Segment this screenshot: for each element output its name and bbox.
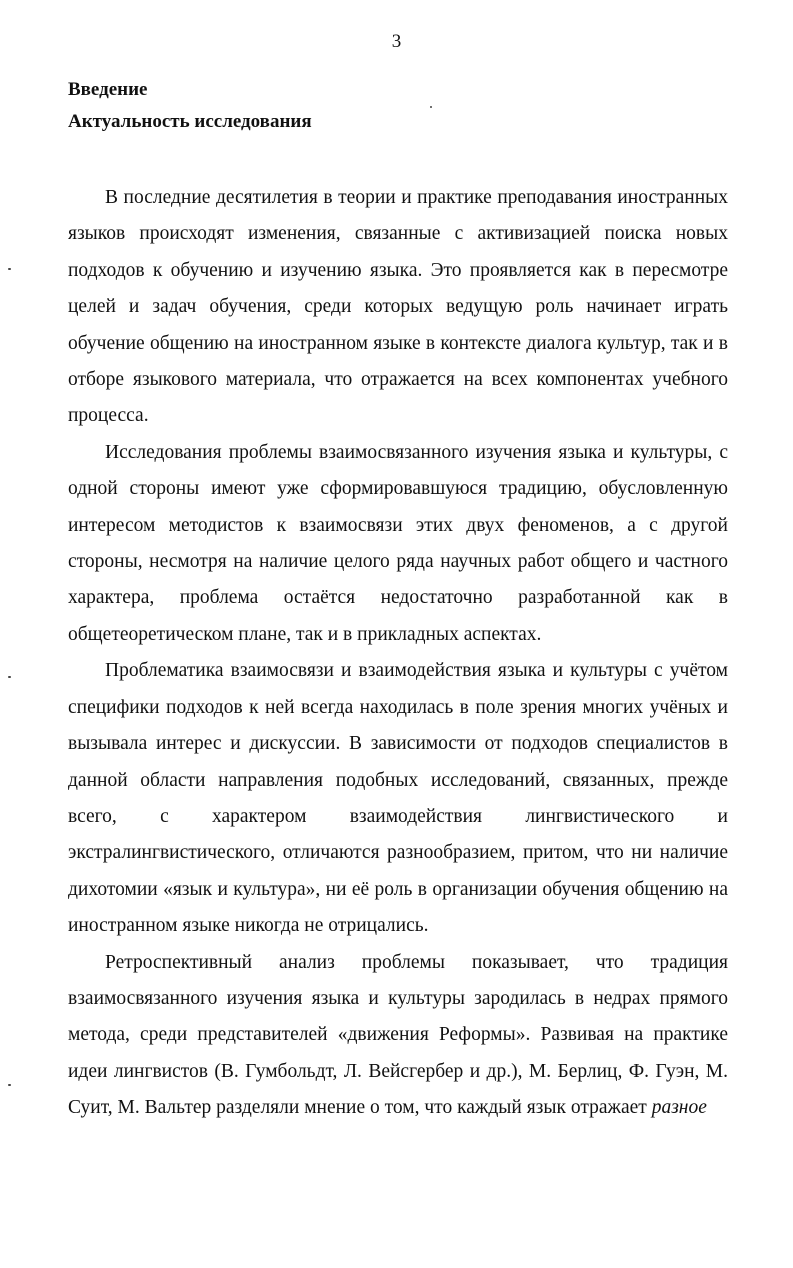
scan-speck (8, 1084, 11, 1086)
paragraph-4-emphasis: разное (651, 1097, 707, 1119)
section-heading-introduction: Введение (68, 79, 148, 100)
scan-speck (8, 676, 11, 678)
paragraph-2: Исследования проблемы взаимосвязанного изучения языка и культуры, с одной стороны имеют уже сформировавшуюся традицию, обусловленную интересом методистов к взаимосвязи этих двух феноменов, а с другой стороны, несмотря на наличие целого ряда научных работ общего и частного характера, проблема остаётся недостаточно разработанной как в общетеоретическом плане, так и в прикладных аспектах. (68, 441, 728, 645)
paragraph-1: В последние десятилетия в теории и практике преподавания иностранных языков происходят изменения, связанные с активизацией поиска новых подходов к обучению и изучению языка. Это проявляется как в пересмотре целей и задач обучения, среди которых ведущую роль начинает играть обучение общению на иностранном языке в контексте диалога культур, так и в отборе языкового материала, что отражается на всех компонентах учебного процесса. (68, 187, 728, 427)
scan-speck (430, 106, 432, 108)
paragraph-4-text: Ретроспективный анализ проблемы показывает, что традиция взаимосвязанного изучения языка и культуры зародилась в недрах прямого метода, среди представителей «движения Реформы». Развивая на практике идеи лингвистов (В. Гумбольдт, Л. Вейсгербер и др.), М. Берлиц, Ф. Гуэн, М. Суит, М. Вальтер разделяли мнение о том, что каждый язык отражает (68, 951, 728, 1119)
page-number: 3 (391, 31, 402, 52)
paragraph-4 (68, 945, 728, 1127)
section-heading-relevance: Актуальность исследования (68, 111, 312, 132)
scan-speck (8, 268, 11, 270)
body-text (68, 180, 728, 1127)
paragraph-3: Проблематика взаимосвязи и взаимодействия языка и культуры с учётом специфики подходов к ней всегда находилась в поле зрения многих учёных и вызывала интерес и дискуссии. В зависимости от подходов специалистов в данной области направления подобных исследований, связанных, прежде всего, с характером взаимодействия лингвистического и экстралингвистического, отличаются разнообразием, притом, что ни наличие дихотомии «язык и культура», ни её роль в организации обучения общению на иностранном языке никогда не отрицались. (68, 660, 728, 937)
